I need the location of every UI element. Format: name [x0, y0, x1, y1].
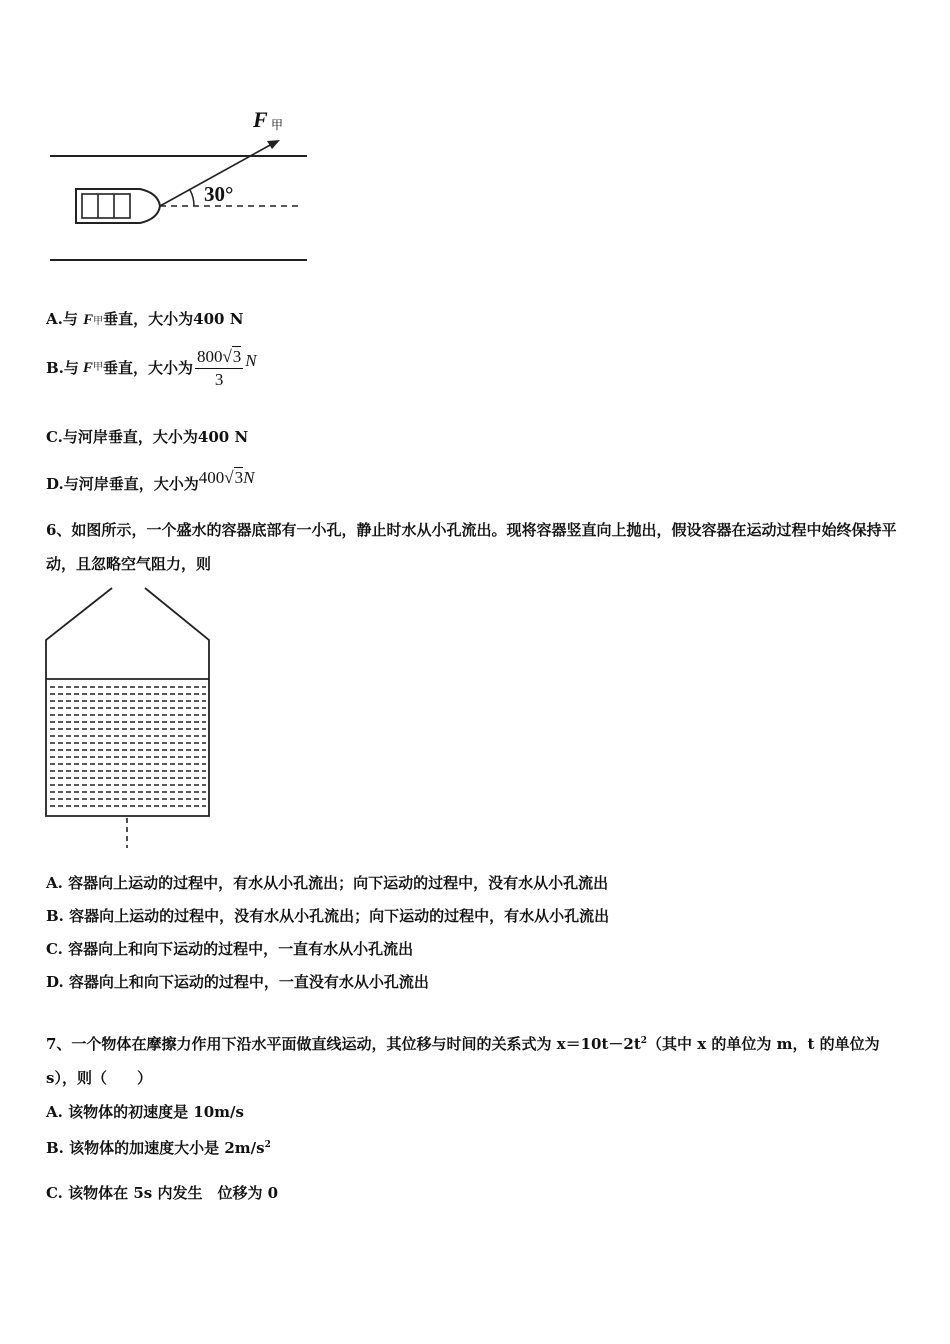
option-b-text1: 与 [63, 359, 79, 377]
option-d-coef: 400 [198, 468, 225, 487]
container-diagram [40, 582, 220, 850]
q6-stem: 6、如图所示，一个盛水的容器底部有一小孔，静止时水从小孔流出。现将容器竖直向上抛出，假设容器在运动过程中始终保持平动，且忽略空气阻力，则 [46, 521, 897, 573]
q7-option-a: A. 该物体的初速度是 10m/s [46, 1103, 244, 1121]
q7-stem-part1: 7、一个物体在摩擦力作用下沿水平面做直线运动，其位移与时间的关系式为 x＝10t－2t [46, 1035, 641, 1053]
q7-option-b [46, 1135, 271, 1158]
option-b-den: 3 [214, 369, 224, 389]
water-hatching [50, 687, 206, 806]
option-d-value: 400√3N [198, 468, 255, 487]
option-a-value: 400 N [193, 310, 244, 328]
q7-stem-part2: （其中 x 的单位为 m，t 的单位为 s），则（ ） [46, 1035, 880, 1087]
option-b-num-rad: 3 [232, 346, 242, 366]
q5-option-c [46, 427, 248, 447]
option-b-num-coef: 800 [196, 346, 223, 366]
option-b-text2: 垂直，大小为 [102, 359, 193, 377]
q5-option-d [46, 466, 254, 494]
q7-option-b-text: B. 该物体的加速度大小是 2m/s [46, 1139, 265, 1157]
option-a-force: F [83, 312, 94, 328]
boat-force-diagram [40, 100, 320, 270]
option-a-text2: 垂直，大小为 [103, 310, 194, 328]
force-label: F [253, 107, 268, 132]
option-d-rad: 3 [234, 468, 244, 487]
q7-option-b-sup: 2 [264, 1140, 271, 1150]
option-b-force-sub: 甲 [92, 362, 103, 373]
option-c-text: 与河岸垂直，大小为 [62, 428, 198, 446]
q6-option-c: C. 容器向上和向下运动的过程中，一直有水从小孔流出 [46, 940, 414, 958]
q6-option-b: B. 容器向上运动的过程中，没有水从小孔流出；向下运动的过程中，有水从小孔流出 [46, 907, 610, 925]
option-c-prefix: C. [46, 428, 63, 446]
option-b-prefix: B. [46, 359, 64, 377]
angle-label: 30° [204, 182, 234, 206]
container-outline [46, 588, 209, 816]
q7-stem [46, 1024, 908, 1095]
option-a-force-sub: 甲 [93, 316, 104, 327]
q7-option-c: C. 该物体在 5s 内发生 位移为 0 [46, 1184, 279, 1202]
angle-arc [190, 190, 194, 206]
option-b-unit: N [245, 351, 257, 370]
option-d-text: 与河岸垂直，大小为 [63, 475, 199, 493]
option-b-force: F [82, 360, 93, 376]
option-d-unit: N [243, 468, 255, 487]
option-b-fraction: $\frac{800√3}{3}$ [196, 346, 242, 389]
q5-option-a [46, 309, 243, 332]
option-a-text1: 与 [62, 310, 78, 328]
q6-option-a: A. 容器向上运动的过程中，有水从小孔流出；向下运动的过程中，没有水从小孔流出 [46, 874, 609, 892]
option-a-prefix: A. [46, 310, 63, 328]
q6-option-d: D. 容器向上和向下运动的过程中，一直没有水从小孔流出 [46, 973, 429, 991]
q7-stem-sup: 2 [640, 1036, 648, 1046]
q5-option-b [46, 343, 257, 393]
option-d-prefix: D. [46, 475, 64, 493]
boat-icon [76, 189, 160, 223]
option-c-value: 400 N [197, 428, 249, 446]
force-label-sub: 甲 [271, 118, 284, 132]
